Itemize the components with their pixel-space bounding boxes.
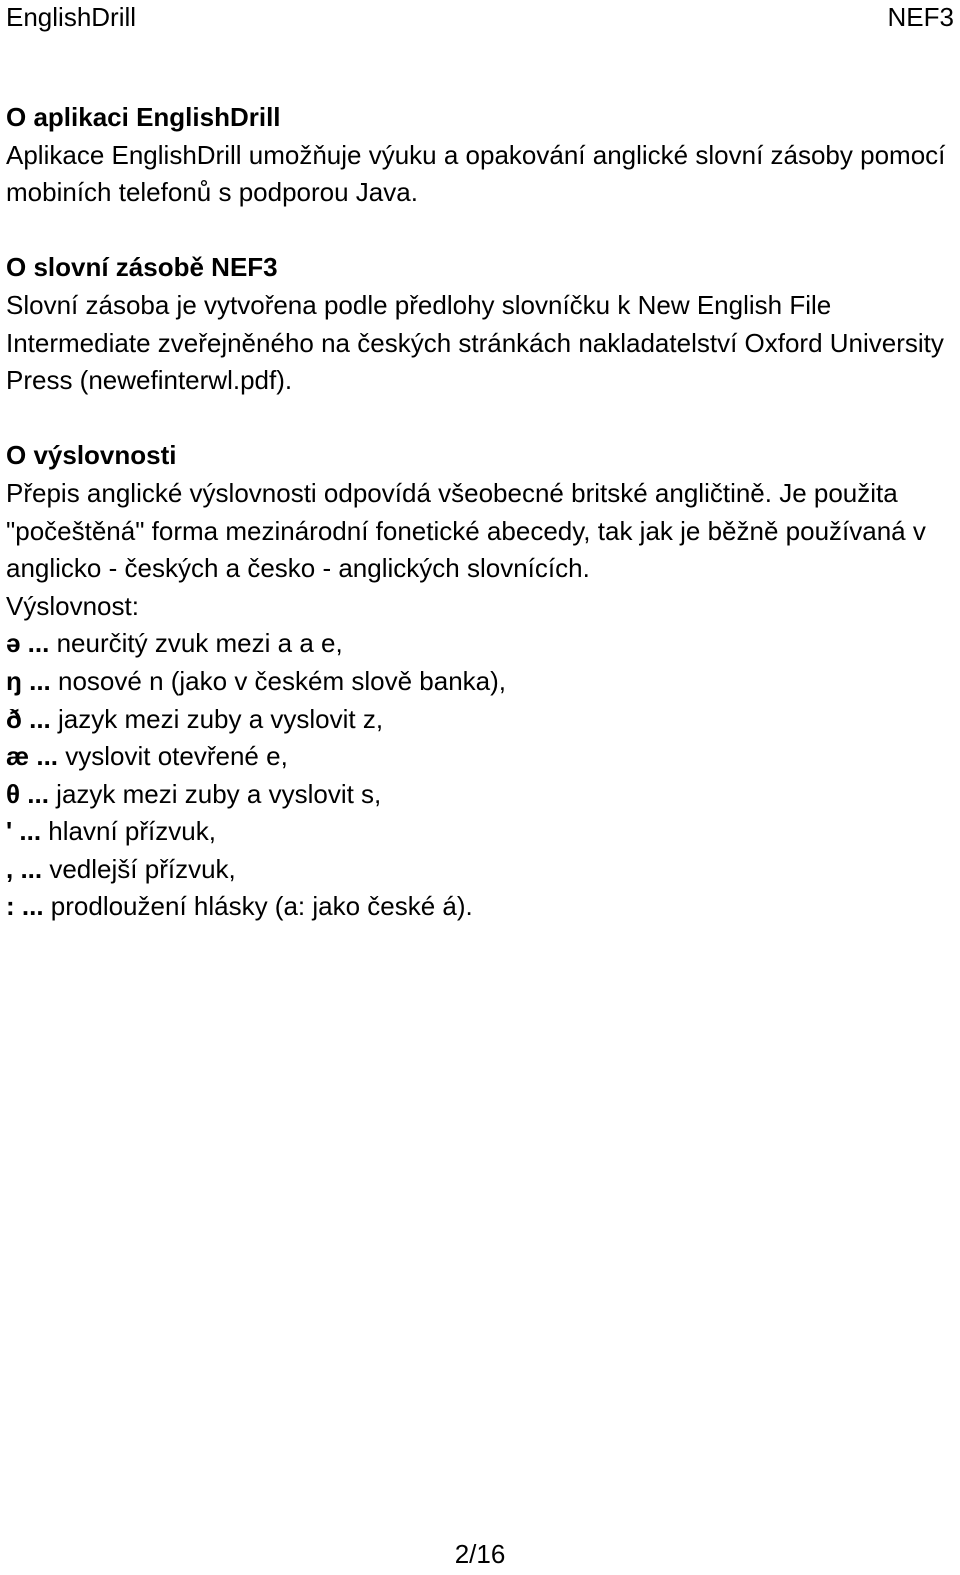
pron-item: [6, 851, 954, 889]
page-number: 2/16: [454, 1539, 506, 1569]
pron-description: jazyk mezi zuby a vyslovit z,: [50, 703, 384, 734]
pron-description: neurčitý zvuk mezi a a e,: [49, 628, 343, 659]
pron-description: nosové n (jako v českém slově banka),: [50, 665, 506, 696]
section-app: [6, 99, 954, 212]
pron-description: vyslovit otevřené e,: [58, 741, 288, 772]
pron-item: [6, 776, 954, 814]
pron-symbol: ' ...: [6, 816, 42, 847]
pron-symbol: ə ...: [6, 628, 50, 659]
pron-description: prodloužení hlásky (a: jako české á).: [43, 891, 473, 922]
pron-item: [6, 738, 954, 776]
section-pronunciation: [6, 437, 954, 926]
pron-description: jazyk mezi zuby a vyslovit s,: [48, 778, 382, 809]
pron-item: [6, 663, 954, 701]
pron-symbol: : ...: [6, 891, 44, 922]
section-pron-title: O výslovnosti: [6, 440, 177, 471]
section-vocab: [6, 249, 954, 399]
pron-symbol: æ ...: [6, 741, 59, 772]
pron-list: [6, 625, 954, 926]
pron-item: [6, 625, 954, 663]
pron-symbol: ŋ ...: [6, 665, 51, 696]
pron-item: [6, 888, 954, 926]
header-book-code: NEF3: [887, 2, 954, 32]
document-body: [6, 99, 954, 964]
pron-description: hlavní přízvuk,: [41, 816, 216, 847]
section-pron-text: Přepis anglické výslovnosti odpovídá všeobecné britské angličtině. Je použita "počeštěná" forma mezinárodní fonetické abecedy, tak jak je běžně používaná v anglicko - českých a česko - anglických slovnících.: [6, 477, 926, 584]
pron-item: [6, 701, 954, 739]
pron-item: [6, 813, 954, 851]
section-vocab-title: O slovní zásobě NEF3: [6, 252, 278, 283]
pron-symbol: ð ...: [6, 703, 51, 734]
pron-label: Výslovnost:: [6, 590, 139, 621]
pron-description: vedlejší přízvuk,: [42, 853, 236, 884]
page-header: [0, 0, 960, 34]
pron-symbol: θ ...: [6, 778, 49, 809]
section-vocab-text: Slovní zásoba je vytvořena podle předlohy slovníčku k New English File Intermediate zveřejněného na českých stránkách nakladatelství Oxford University Press (newefinterwl.pdf).: [6, 289, 944, 396]
pron-symbol: , ...: [6, 853, 43, 884]
header-app-name: EnglishDrill: [6, 2, 137, 32]
section-app-text: Aplikace EnglishDrill umožňuje výuku a opakování anglické slovní zásoby pomocí mobiních telefonů s podporou Java.: [6, 139, 946, 208]
section-app-title: O aplikaci EnglishDrill: [6, 102, 281, 132]
